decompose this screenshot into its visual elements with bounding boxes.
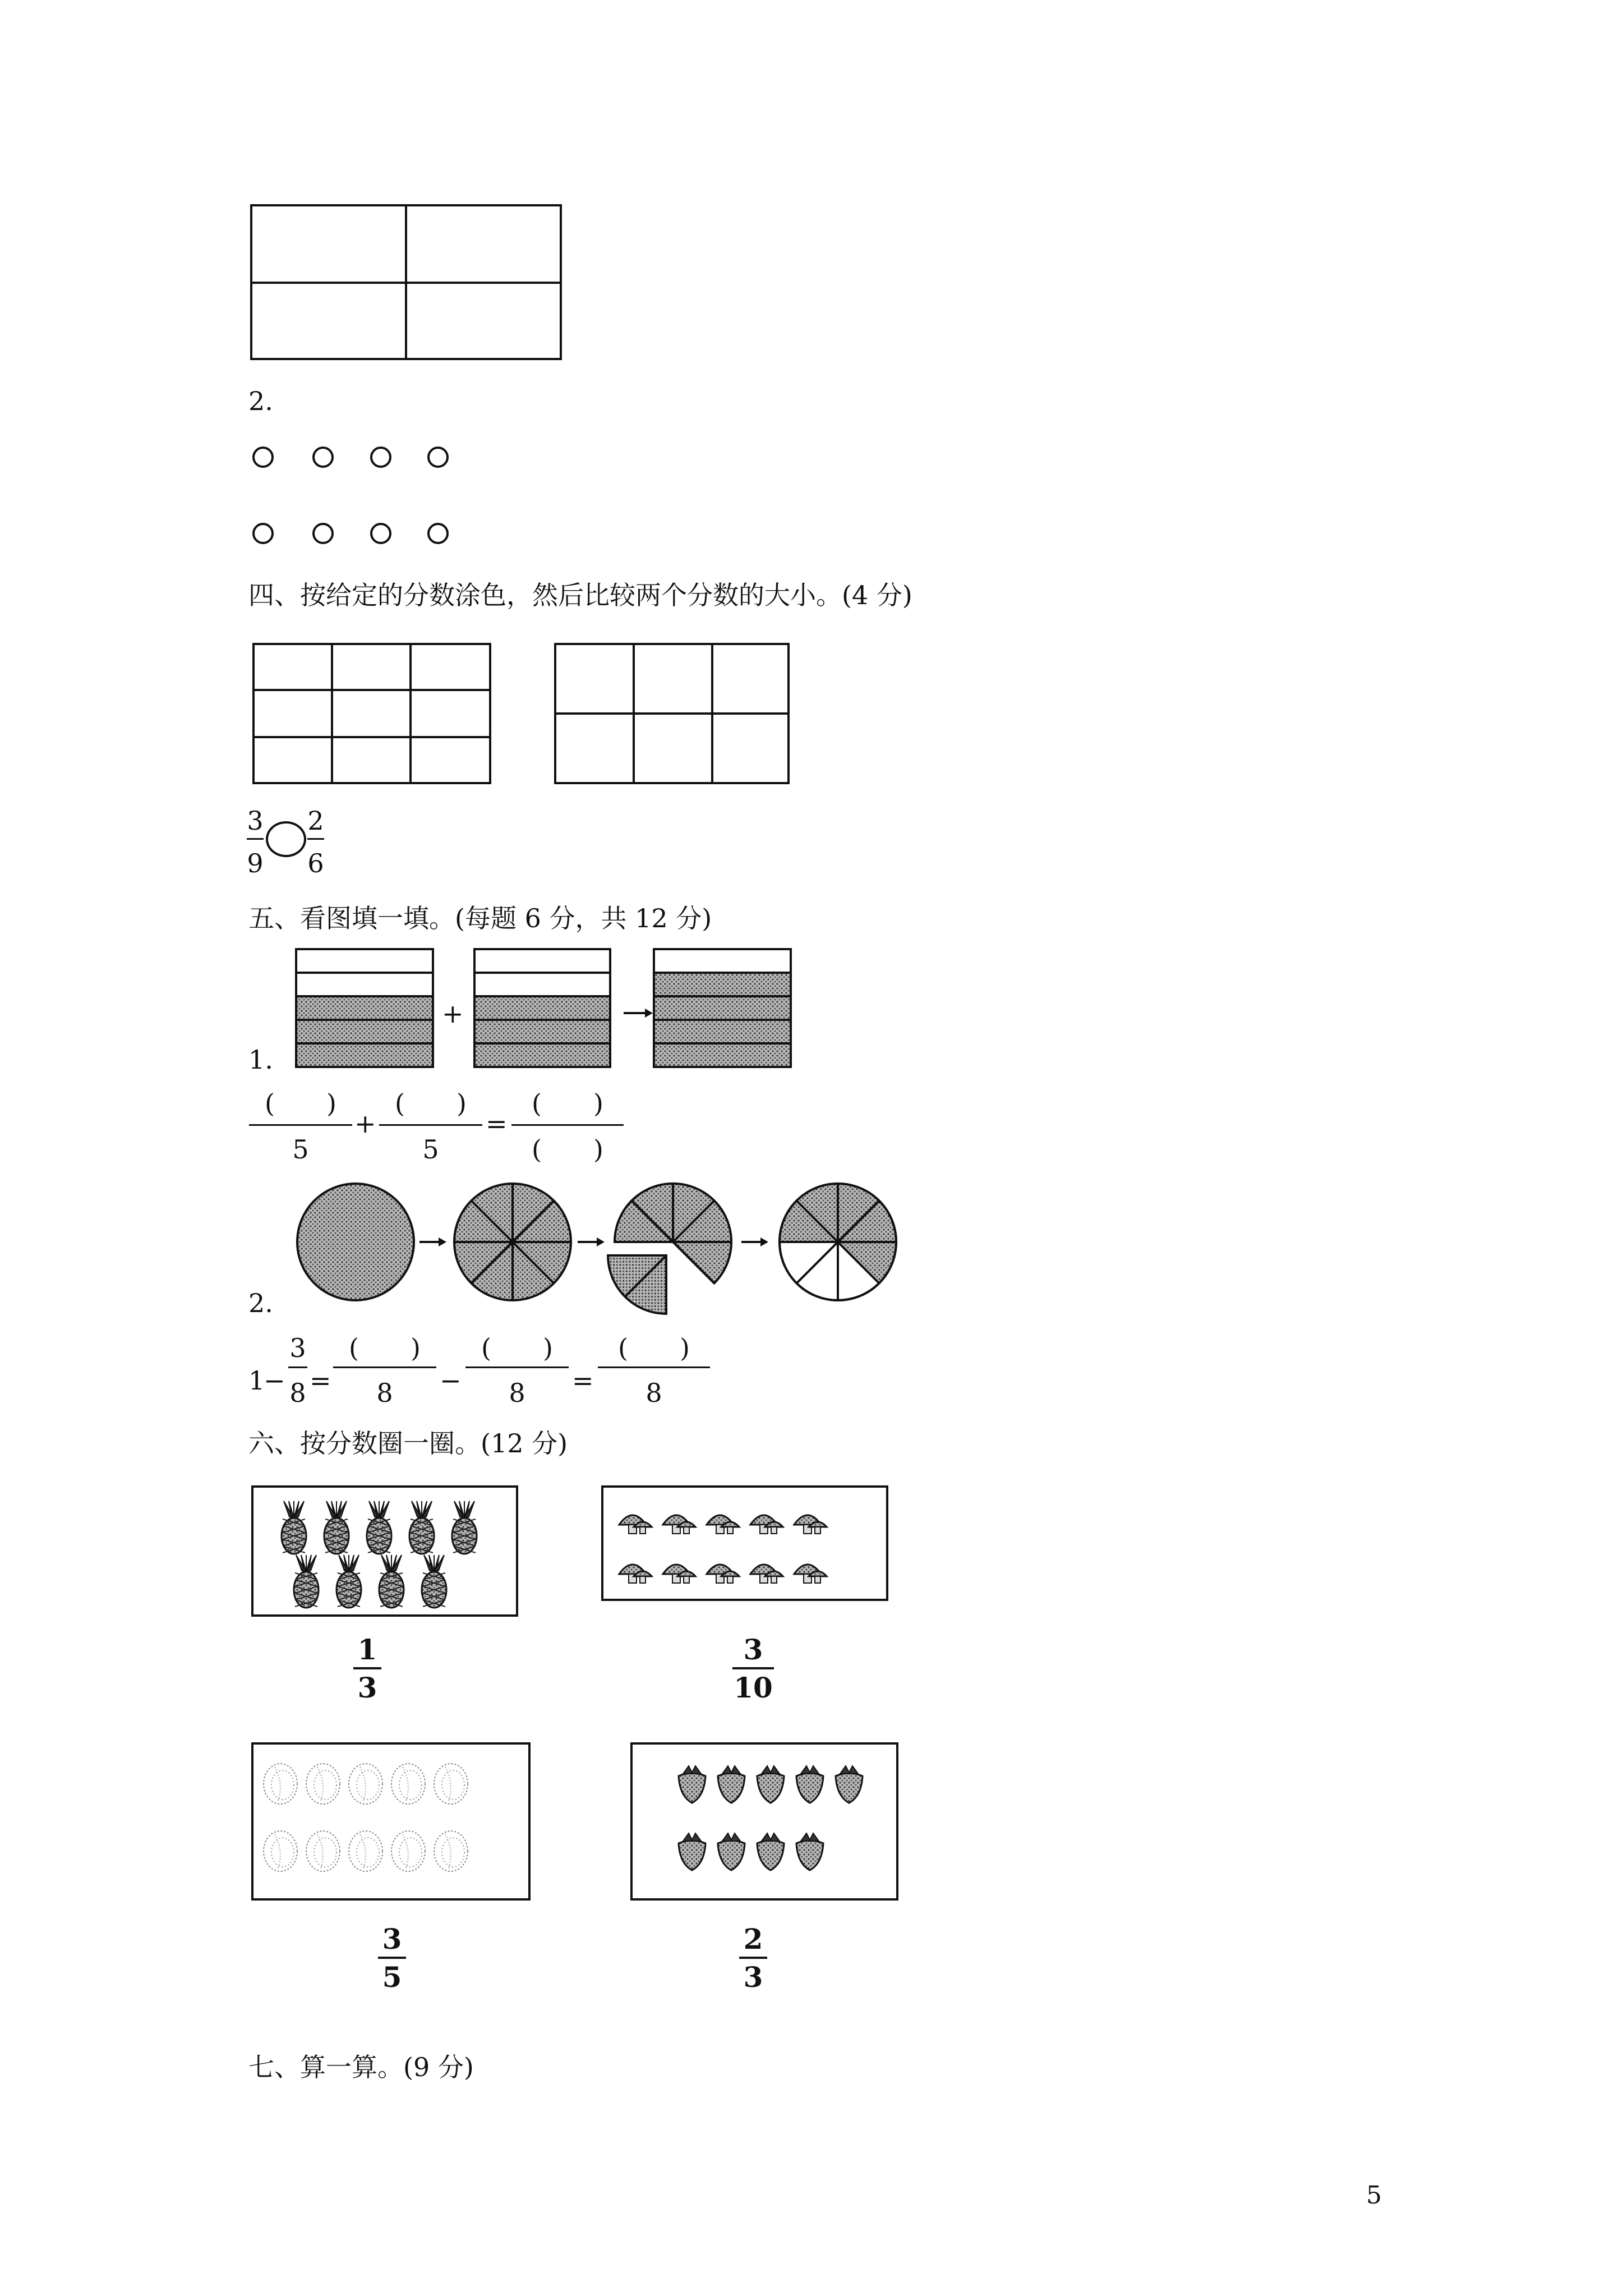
strawberry-icon bbox=[718, 1833, 745, 1870]
blank-numerator[interactable]: ( ) bbox=[349, 1333, 421, 1363]
strawberry-icon bbox=[796, 1766, 823, 1803]
strawberry-icon bbox=[718, 1766, 745, 1803]
section-4-heading: 四、按给定的分数涂色，然后比较两个分数的大小。(4 分) bbox=[248, 580, 912, 610]
strawberry-icon bbox=[836, 1766, 863, 1803]
blank-denominator[interactable]: ( ) bbox=[532, 1134, 603, 1165]
worksheet-page: 2. 四、按给定的分数涂色，然后比较两个分数的大小。(4 分) 3 9 2 6 五、看图填一填。(每题 6 分，共 12 分) + 1. ( ) 5 + ( ) 5 = ( ) ( ) 2. 1 − 3 8 = ( ) 8 − ( ) 8 = ( ) 8 六、按分数圈一圈。(12 分) 1 3 3 10 3 5 2 3 七、算一算。(9 分) 5 bbox=[0, 0, 1623, 2296]
strawberry-icon bbox=[796, 1833, 823, 1870]
strawberry-icon bbox=[679, 1766, 706, 1803]
equals-sign: = bbox=[572, 1365, 594, 1396]
equals-sign: = bbox=[486, 1108, 508, 1139]
fraction-numerator: 3 bbox=[289, 1333, 306, 1363]
fraction-numerator: 2 bbox=[307, 806, 324, 836]
question-1-label: 1. bbox=[248, 1045, 273, 1075]
fraction-numerator: 3 bbox=[247, 806, 264, 836]
fraction-denominator: 6 bbox=[307, 848, 324, 878]
section-6-heading: 六、按分数圈一圈。(12 分) bbox=[248, 1428, 568, 1458]
fraction-denominator: 8 bbox=[289, 1378, 306, 1408]
fraction-denominator: 8 bbox=[645, 1378, 662, 1408]
blank-numerator[interactable]: ( ) bbox=[532, 1088, 603, 1119]
section-5-heading: 五、看图填一填。(每题 6 分，共 12 分) bbox=[248, 903, 712, 933]
fraction-denominator: 5 bbox=[422, 1134, 439, 1165]
question-2-label: 2. bbox=[248, 1288, 273, 1318]
strawberry-icon bbox=[679, 1833, 706, 1870]
blank-numerator[interactable]: ( ) bbox=[481, 1333, 553, 1363]
section-7-heading: 七、算一算。(9 分) bbox=[248, 2052, 474, 2082]
blank-numerator[interactable]: ( ) bbox=[618, 1333, 690, 1363]
plus-sign: + bbox=[442, 999, 464, 1029]
plus-sign: + bbox=[354, 1108, 376, 1139]
strawberry-icon bbox=[757, 1833, 784, 1870]
fraction-denominator: 5 bbox=[292, 1134, 309, 1165]
fraction-denominator: 8 bbox=[509, 1378, 525, 1408]
fraction-denominator: 8 bbox=[376, 1378, 393, 1408]
blank-numerator[interactable]: ( ) bbox=[265, 1088, 336, 1119]
minus-sign: − bbox=[264, 1365, 285, 1396]
question-2-label: 2. bbox=[248, 386, 273, 416]
minus-sign: − bbox=[440, 1365, 462, 1396]
equals-sign: = bbox=[310, 1365, 331, 1396]
strawberry-icon bbox=[757, 1766, 784, 1803]
page-number: 5 bbox=[1366, 2181, 1382, 2210]
fraction-denominator: 9 bbox=[247, 848, 264, 878]
blank-numerator[interactable]: ( ) bbox=[395, 1088, 467, 1119]
whole-one: 1 bbox=[248, 1365, 265, 1396]
